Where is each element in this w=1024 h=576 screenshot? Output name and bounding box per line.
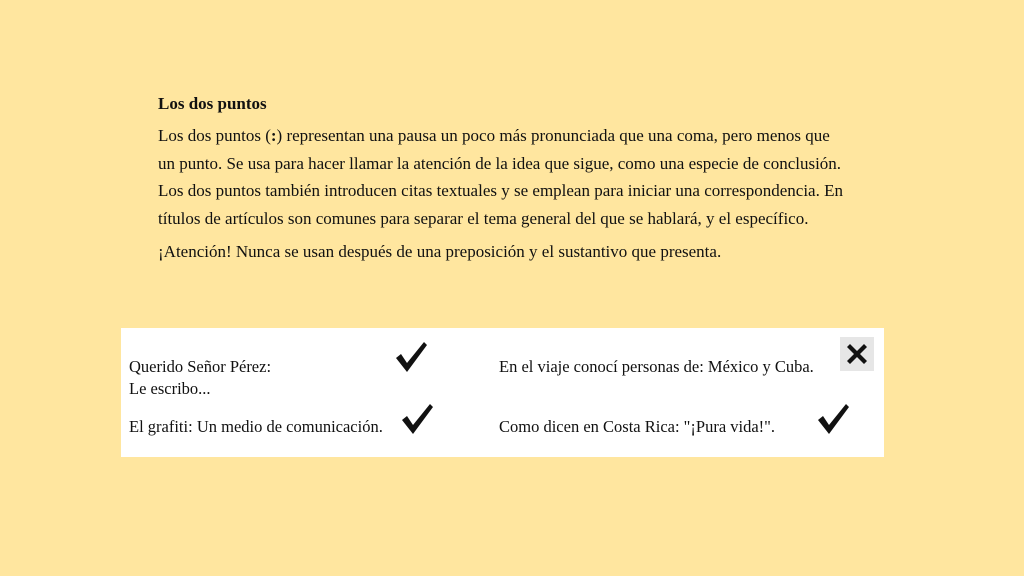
- check-icon: [393, 339, 429, 375]
- check-icon: [399, 401, 435, 437]
- check-icon: [815, 401, 851, 437]
- example-title: [129, 416, 383, 438]
- example-text: Como dicen en Costa Rica: "¡Pura vida!".: [499, 417, 776, 436]
- example-quote: [499, 416, 775, 438]
- explanation-block: [158, 92, 848, 265]
- warning-text: ¡Atención! Nunca se usan después de una preposición y el sustantivo que presenta.: [158, 242, 722, 261]
- cross-icon: [840, 337, 874, 371]
- colon-symbol: :: [270, 126, 277, 145]
- example-text: El grafiti: Un medio de comunicación.: [129, 417, 383, 436]
- examples-panel: [121, 328, 884, 457]
- example-text-line2: Le escribo...: [129, 379, 211, 398]
- example-letter: [129, 356, 271, 400]
- explanation-paragraph: [158, 122, 848, 232]
- example-text: Querido Señor Pérez:: [129, 357, 272, 376]
- page-title: Los dos puntos: [158, 94, 267, 113]
- example-preposition: [499, 356, 814, 378]
- example-text: En el viaje conocí personas de: México y Cuba.: [499, 357, 814, 376]
- paragraph-before: Los dos puntos (: [158, 126, 271, 145]
- paragraph-after: ) representan una pausa un poco más pronunciada que una coma, pero menos que un punto. Se usa para hacer llamar la atención de la idea que sigue, como una especie de conclusión. Los dos puntos también introducen citas textuales y se emplean para iniciar una correspondencia. En títulos de artículos son comunes para separar el tema general del que se hablará, y el específico.: [158, 126, 843, 228]
